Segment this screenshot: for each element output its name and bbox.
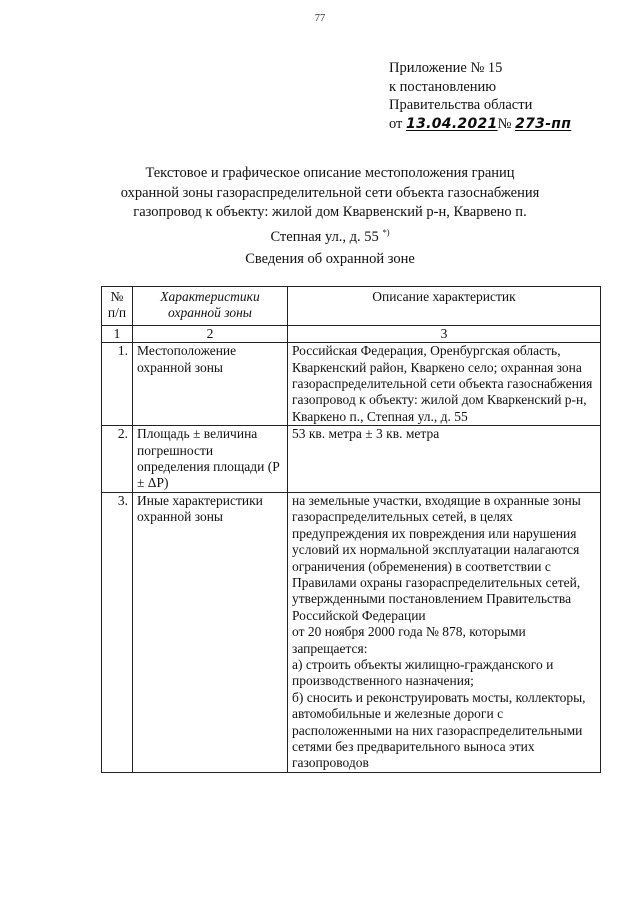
description-paragraph: на земельные участки, входящие в охранные зоны газораспределительных сетей, в целях предупреждения их повреждения или нарушения условий их нормальной эксплуатации налагаются ограничения (обременения) в соответствии с Правилами охраны газораспределительных сетей, утвержденными постановлением Правительства Российской Федерации (292, 492, 581, 623)
header-num: № п/п (102, 287, 133, 326)
table-row (102, 492, 601, 772)
appendix-line-1: Приложение № 15 (389, 60, 503, 76)
description-paragraph: б) сносить и реконструировать мосты, коллекторы, автомобильные и железные дороги с расположенными на них газораспределительными сетями без предварительного выноса этих газопроводов (292, 689, 586, 771)
title-line-1: Текстовое и графическое описание местоположения границ (145, 165, 515, 181)
page-number: 77 (314, 13, 326, 24)
table-header-row (102, 287, 601, 326)
title-line-2: охранной зоны газораспределительной сети объекта газоснабжения (120, 184, 540, 201)
row-characteristic: Местоположение охранной зоны (133, 343, 288, 426)
description-paragraph: от 20 ноября 2000 года № 878, которыми запрещается: (292, 624, 526, 656)
table-row (102, 343, 601, 426)
row-number: 2. (102, 426, 133, 493)
row-characteristic: Иные характеристики охранной зоны (133, 492, 288, 772)
header-description: Описание характеристик (288, 287, 601, 326)
row-number: 3. (102, 492, 133, 772)
row-description (288, 492, 601, 772)
protected-zone-table (101, 286, 601, 773)
header-characteristic: Характеристики охранной зоны (133, 287, 288, 326)
title-line-3: газопровод к объекту: жилой дом Кварвенский р-н, Кварвено п. (133, 204, 527, 220)
index-2: 2 (133, 325, 288, 342)
table-index-row (102, 325, 601, 342)
row-characteristic: Площадь ± величина погрешности определения площади (P ± ΔP) (133, 426, 288, 493)
section-title: Сведения об охранной зоне (245, 251, 415, 267)
title-line-4: Степная ул., д. 55 (270, 228, 379, 245)
index-3: 3 (288, 325, 601, 342)
document-title (100, 164, 560, 247)
handwritten-number: 273-пп (515, 115, 572, 132)
description-paragraph: а) строить объекты жилищно-гражданского и производственного назначения; (292, 656, 554, 689)
row-description: 53 кв. метра ± 3 кв. метра (288, 426, 601, 493)
index-1: 1 (102, 325, 133, 342)
appendix-block (389, 59, 619, 133)
row-description: Российская Федерация, Оренбургская область, Кваркенский район, Кваркено село; охранная зона газораспределительной сети объекта газоснабжения газопровод к объекту: жилой дом Кваркенский р-н, Кваркено п., Степная ул., д. 55 (288, 343, 601, 426)
footnote-mark: *) (382, 226, 390, 237)
number-sign: № (497, 115, 512, 132)
appendix-line-3: Правительства области (389, 97, 533, 113)
table-row (102, 426, 601, 493)
title-line-4-wrap (100, 223, 560, 248)
date-prefix: от (389, 115, 403, 132)
handwritten-date: 13.04.2021 (406, 115, 498, 132)
row-number: 1. (102, 343, 133, 426)
appendix-date-line (389, 115, 619, 134)
appendix-line-2: к постановлению (389, 78, 497, 95)
